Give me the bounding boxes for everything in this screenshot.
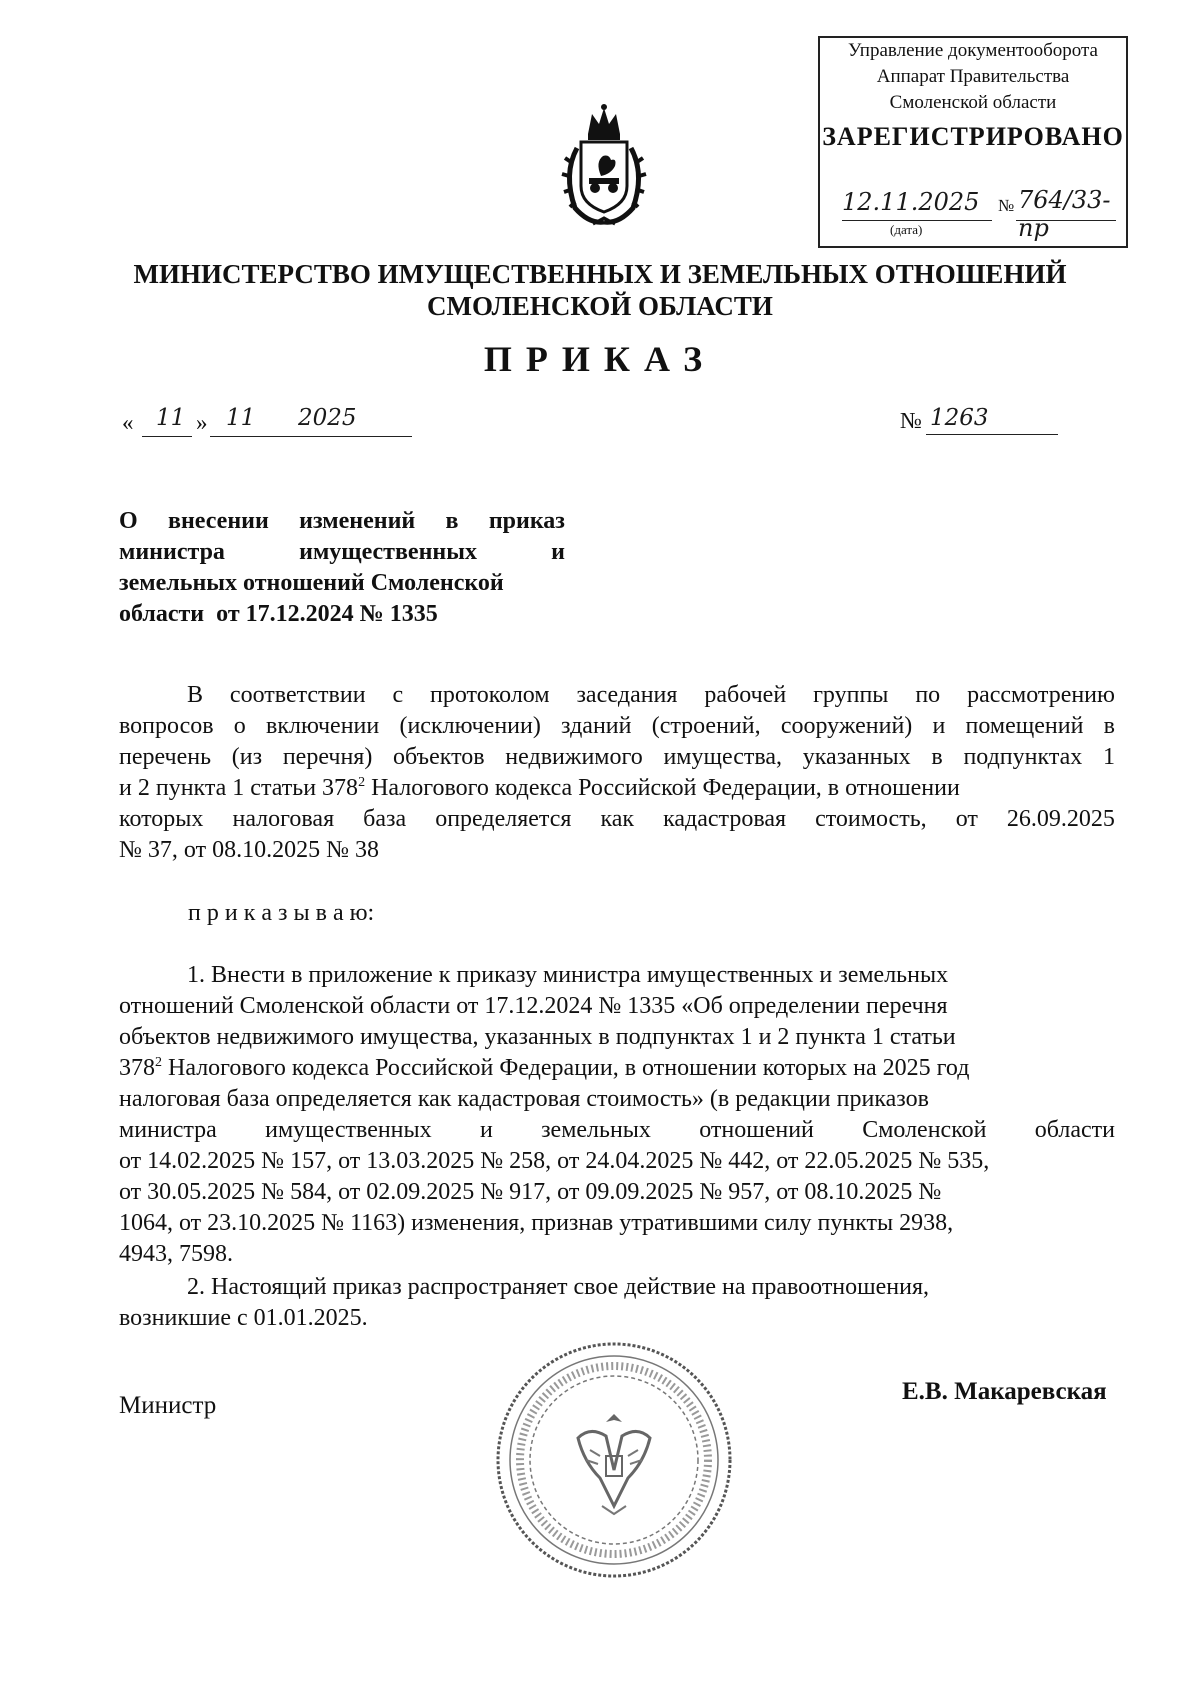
text-word: как bbox=[600, 806, 635, 832]
item-1-line: 1064, от 23.10.2025 № 1163) изменения, признав утратившими силу пункты 2938, bbox=[119, 1210, 954, 1236]
text-word: перечня) bbox=[282, 744, 373, 770]
registration-stamp bbox=[818, 36, 1128, 248]
document-type: ПРИКАЗ bbox=[483, 339, 717, 379]
subject-word: О bbox=[119, 508, 138, 534]
date-quote-open: « bbox=[122, 410, 134, 435]
text-word: (исключении) bbox=[399, 713, 541, 739]
text-word: вопросов bbox=[119, 713, 214, 739]
preamble-line bbox=[119, 742, 1115, 773]
text-word: недвижимого bbox=[505, 744, 643, 770]
order-day: 11 bbox=[156, 405, 186, 431]
text-word: определяется bbox=[435, 806, 572, 832]
item-1-line bbox=[119, 1053, 1115, 1084]
subject-word: внесении bbox=[167, 508, 269, 534]
text-word: кадастровая bbox=[663, 806, 787, 832]
subject-word: изменений bbox=[299, 508, 416, 534]
text-word: подпунктах bbox=[963, 744, 1083, 770]
text-word: (из bbox=[231, 744, 263, 770]
text-word: рассмотрению bbox=[967, 682, 1115, 708]
order-subject bbox=[119, 506, 565, 630]
item-2-line: 2. Настоящий приказ распространяет свое действие на правоотношения, bbox=[187, 1274, 930, 1300]
text-word: протоколом bbox=[430, 682, 550, 708]
stamp-line-1: Управление документооборота bbox=[848, 40, 1098, 61]
item-1-word: и bbox=[479, 1117, 493, 1143]
text-word: (строений, bbox=[651, 713, 761, 739]
text-word: с bbox=[392, 682, 404, 708]
number-underline bbox=[926, 434, 1058, 435]
text-word: стоимость, bbox=[815, 806, 927, 832]
text-word: группы bbox=[813, 682, 889, 708]
text-word: рабочей bbox=[704, 682, 787, 708]
item-1-word: министра bbox=[119, 1117, 217, 1143]
date-quote-close: » bbox=[196, 410, 208, 435]
signatory-name: Е.В. Макаревская bbox=[902, 1378, 1107, 1405]
order-number: 1263 bbox=[930, 405, 989, 431]
ministry-title bbox=[100, 258, 1100, 322]
stamp-number-sign: № bbox=[998, 196, 1015, 215]
item-1-line: 4943, 7598. bbox=[119, 1241, 233, 1267]
stamp-date: 12.11.2025 bbox=[842, 188, 980, 216]
superscript: 2 bbox=[155, 1055, 162, 1070]
order-word: п р и к а з ы в а ю: bbox=[188, 900, 375, 926]
text-word: 1 bbox=[1102, 744, 1115, 770]
item-2-paragraph bbox=[119, 1272, 1115, 1334]
preamble-line: № 37, от 08.10.2025 № 38 bbox=[119, 837, 379, 863]
text-word: сооружений) bbox=[780, 713, 913, 739]
item-1-text: 378 bbox=[119, 1055, 155, 1081]
subject-word: и bbox=[551, 539, 565, 565]
stamp-line-2: Аппарат Правительства bbox=[876, 66, 1070, 87]
text-word: в bbox=[1103, 713, 1115, 739]
text-word: В bbox=[187, 682, 204, 708]
subject-word: в bbox=[445, 508, 459, 534]
item-1-word: области bbox=[1034, 1117, 1115, 1143]
month-year-underline bbox=[210, 436, 412, 437]
stamp-date-underline bbox=[842, 220, 992, 221]
item-1-line: от 14.02.2025 № 157, от 13.03.2025 № 258, от 24.04.2025 № 442, от 22.05.2025 № 535, bbox=[119, 1148, 990, 1174]
subject-word: имущественных bbox=[299, 539, 477, 565]
ministry-title-line-2: СМОЛЕНСКОЙ ОБЛАСТИ bbox=[427, 291, 773, 321]
text-word: база bbox=[363, 806, 407, 832]
item-1-line: 1. Внести в приложение к приказу министра имущественных и земельных bbox=[187, 962, 949, 988]
preamble-line bbox=[119, 711, 1115, 742]
subject-line-1 bbox=[119, 506, 565, 537]
text-word: объектов bbox=[393, 744, 485, 770]
text-word: имущества, bbox=[663, 744, 783, 770]
text-word: налоговая bbox=[232, 806, 335, 832]
subject-line-4: области от 17.12.2024 № 1335 bbox=[119, 601, 438, 627]
order-month: 11 bbox=[226, 405, 256, 431]
preamble-line bbox=[119, 773, 1115, 804]
stamp-number: 764/33-пр bbox=[1018, 186, 1111, 242]
preamble-line bbox=[119, 680, 1115, 711]
preamble-text: Налогового кодекса Российской Федерации, в отношении bbox=[365, 775, 960, 801]
item-1-line: отношений Смоленской области от 17.12.2024 № 1335 «Об определении перечня bbox=[119, 993, 948, 1019]
text-word: по bbox=[915, 682, 941, 708]
item-1-word: Смоленской bbox=[862, 1117, 987, 1143]
preamble-text: и 2 пункта 1 статьи 378 bbox=[119, 775, 359, 801]
signatory-position: Министр bbox=[119, 1392, 217, 1419]
item-1-text: Налогового кодекса Российской Федерации, в отношении которых на 2025 год bbox=[162, 1055, 970, 1081]
item-1-word: земельных bbox=[541, 1117, 651, 1143]
item-1-paragraph bbox=[119, 960, 1115, 1270]
item-1-line: объектов недвижимого имущества, указанных в подпунктах 1 и 2 пункта 1 статьи bbox=[119, 1024, 956, 1050]
smolensk-coat-of-arms-icon bbox=[555, 104, 653, 228]
text-word: включении bbox=[266, 713, 380, 739]
item-1-line bbox=[119, 1115, 1115, 1146]
text-word: зданий bbox=[561, 713, 632, 739]
text-word: указанных bbox=[802, 744, 911, 770]
text-word: которых bbox=[119, 806, 204, 832]
order-number-sign: № bbox=[900, 408, 922, 433]
text-word: о bbox=[233, 713, 246, 739]
subject-line-2 bbox=[119, 537, 565, 568]
subject-word: министра bbox=[119, 539, 225, 565]
order-year: 2025 bbox=[298, 405, 357, 431]
item-1-line: налоговая база определяется как кадастровая стоимость» (в редакции приказов bbox=[119, 1086, 929, 1112]
preamble-paragraph bbox=[119, 680, 1115, 866]
official-round-seal-icon bbox=[494, 1340, 734, 1580]
stamp-number-underline bbox=[1016, 220, 1116, 221]
subject-word: приказ bbox=[488, 508, 565, 534]
stamp-date-caption: (дата) bbox=[890, 222, 923, 237]
day-underline bbox=[142, 436, 192, 437]
item-1-line: от 30.05.2025 № 584, от 02.09.2025 № 917, от 09.09.2025 № 957, от 08.10.2025 № bbox=[119, 1179, 942, 1205]
text-word: 26.09.2025 bbox=[1006, 806, 1115, 832]
item-1-word: отношений bbox=[699, 1117, 814, 1143]
stamp-status: ЗАРЕГИСТРИРОВАНО bbox=[822, 122, 1124, 151]
ministry-title-line-1: МИНИСТЕРСТВО ИМУЩЕСТВЕННЫХ И ЗЕМЕЛЬНЫХ ОТНОШЕНИЙ bbox=[133, 259, 1067, 289]
text-word: помещений bbox=[965, 713, 1084, 739]
text-word: в bbox=[931, 744, 943, 770]
text-word: соответствии bbox=[229, 682, 366, 708]
item-2-line: возникшие с 01.01.2025. bbox=[119, 1305, 368, 1331]
text-word: и bbox=[932, 713, 946, 739]
subject-line-3: земельных отношений Смоленской bbox=[119, 570, 504, 596]
stamp-line-3: Смоленской области bbox=[889, 92, 1057, 113]
superscript: 2 bbox=[358, 775, 366, 790]
preamble-line bbox=[119, 804, 1115, 835]
text-word: от bbox=[955, 806, 978, 832]
item-1-word: имущественных bbox=[265, 1117, 432, 1143]
text-word: перечень bbox=[119, 744, 212, 770]
text-word: заседания bbox=[576, 682, 678, 708]
